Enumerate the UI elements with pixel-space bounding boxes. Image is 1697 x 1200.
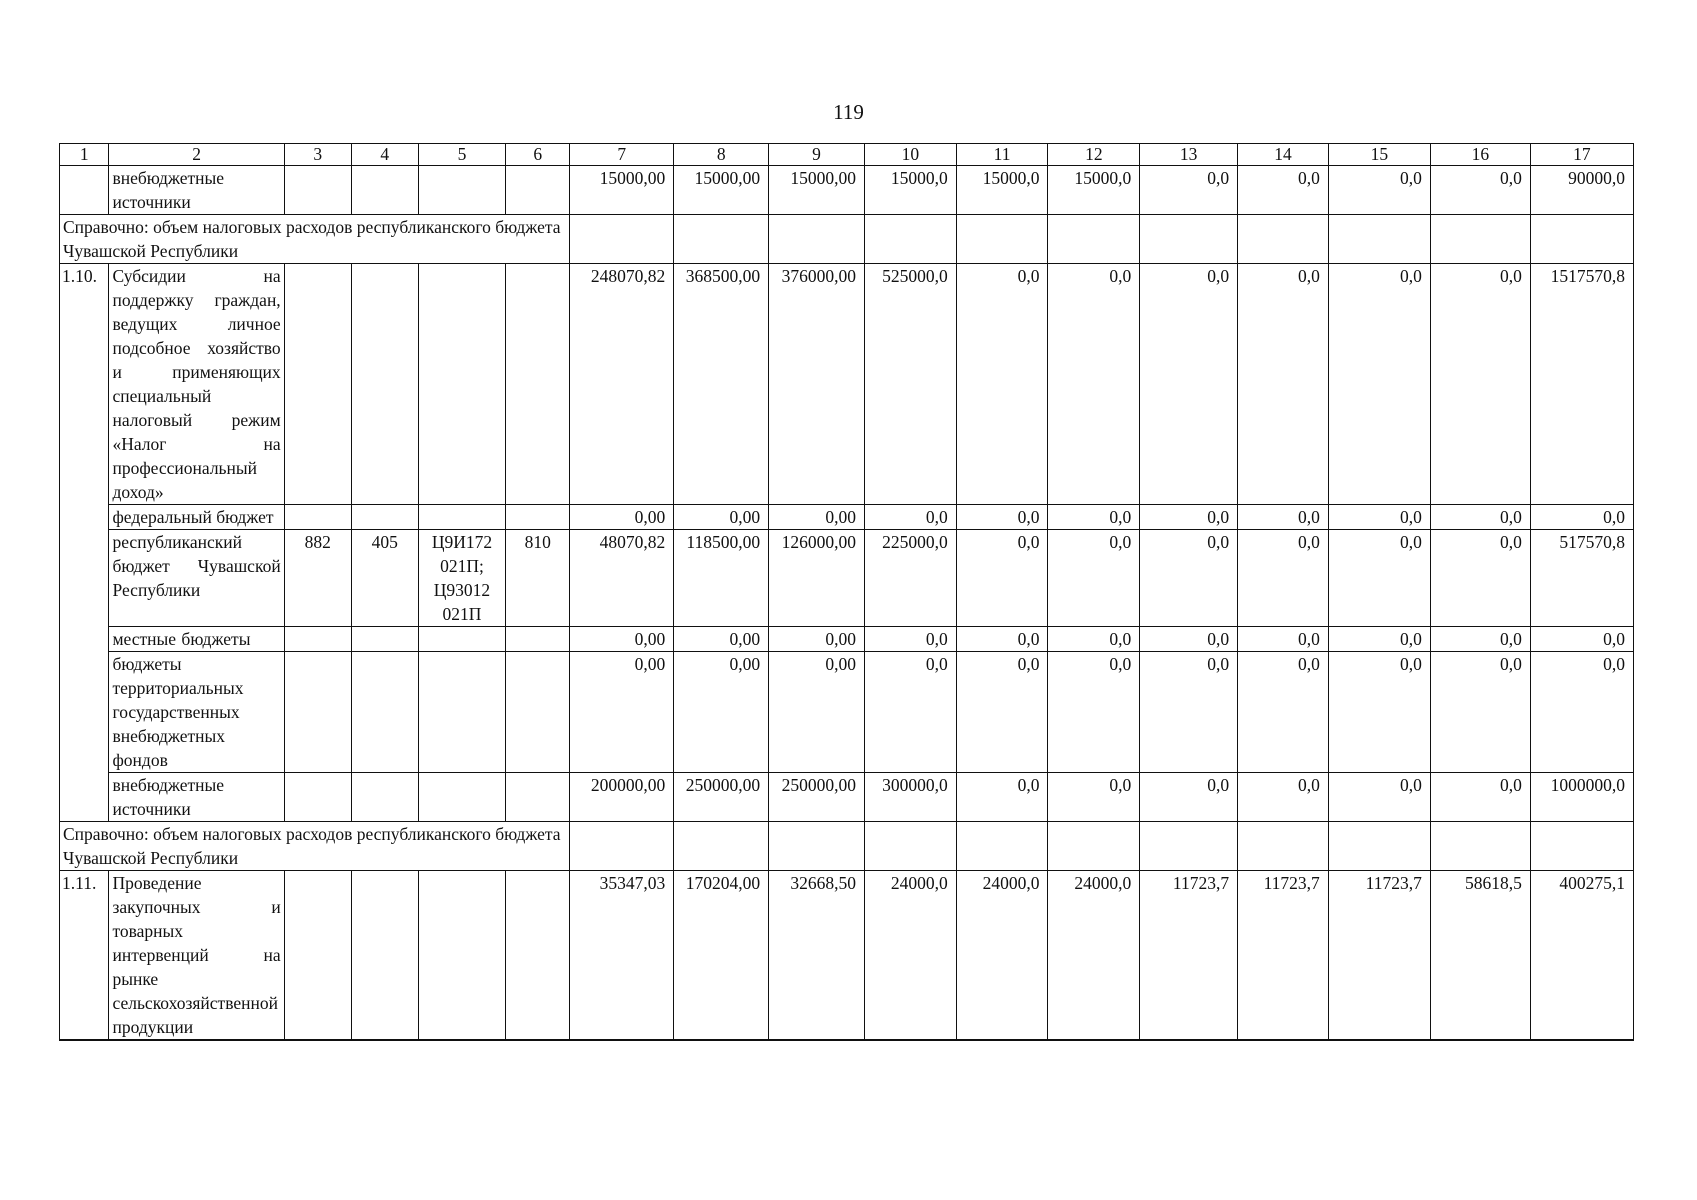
empty-cell <box>351 871 418 1041</box>
value-cell: 35347,03 <box>570 871 674 1041</box>
value-cell: 15000,00 <box>769 166 865 215</box>
empty-cell <box>1048 215 1140 264</box>
value-cell: 126000,00 <box>769 530 865 627</box>
value-cell: 0,0 <box>1328 530 1430 627</box>
value-cell: 0,00 <box>570 505 674 530</box>
empty-cell <box>418 871 506 1041</box>
empty-cell <box>418 505 506 530</box>
value-cell: 368500,00 <box>674 264 769 505</box>
value-cell: 525000,0 <box>864 264 956 505</box>
value-cell: 0,0 <box>1530 652 1633 773</box>
value-cell: 15000,00 <box>674 166 769 215</box>
col-header: 8 <box>674 144 769 166</box>
value-cell: 0,0 <box>1430 627 1530 652</box>
empty-cell <box>284 652 351 773</box>
value-cell: 0,00 <box>769 627 865 652</box>
col-header: 14 <box>1238 144 1329 166</box>
item-index: 1.10. <box>60 264 109 822</box>
col-header: 6 <box>506 144 570 166</box>
empty-cell <box>351 627 418 652</box>
page-number: 119 <box>833 100 864 124</box>
value-cell: 90000,0 <box>1530 166 1633 215</box>
table-row <box>60 652 1634 773</box>
empty-cell <box>1530 215 1633 264</box>
value-cell: 15000,0 <box>864 166 956 215</box>
value-cell: 250000,00 <box>674 773 769 822</box>
table-row <box>60 166 1634 215</box>
empty-cell <box>1430 215 1530 264</box>
value-cell: 200000,00 <box>570 773 674 822</box>
table-row <box>60 871 1634 1041</box>
value-cell: 24000,0 <box>864 871 956 1041</box>
value-cell: 376000,00 <box>769 264 865 505</box>
empty-cell <box>351 505 418 530</box>
value-cell: 0,0 <box>1140 505 1238 530</box>
empty-cell <box>570 215 674 264</box>
value-cell: 118500,00 <box>674 530 769 627</box>
empty-cell <box>1140 215 1238 264</box>
col-header: 4 <box>351 144 418 166</box>
empty-cell <box>506 773 570 822</box>
value-cell: 170204,00 <box>674 871 769 1041</box>
tax-expenditure-note: Справочно: объем налоговых расходов республиканского бюджета Чувашской Республики <box>60 822 570 871</box>
value-cell: 0,0 <box>1430 652 1530 773</box>
empty-cell <box>418 627 506 652</box>
value-cell: 0,00 <box>769 505 865 530</box>
col-header: 9 <box>769 144 865 166</box>
value-cell: 0,0 <box>1238 627 1329 652</box>
empty-cell <box>769 822 865 871</box>
col-header: 1 <box>60 144 109 166</box>
value-cell: 1517570,8 <box>1530 264 1633 505</box>
empty-cell <box>506 871 570 1041</box>
empty-cell <box>674 822 769 871</box>
table-row <box>60 530 1634 627</box>
value-cell: 0,0 <box>1048 530 1140 627</box>
empty-cell <box>418 773 506 822</box>
value-cell: 0,00 <box>674 505 769 530</box>
value-cell: 0,0 <box>1140 530 1238 627</box>
value-cell: 517570,8 <box>1530 530 1633 627</box>
col-header: 15 <box>1328 144 1430 166</box>
value-cell: 0,0 <box>1140 627 1238 652</box>
value-cell: 0,0 <box>1238 773 1329 822</box>
value-cell: 0,0 <box>1430 505 1530 530</box>
value-cell: 0,00 <box>769 652 865 773</box>
value-cell: 0,0 <box>1530 505 1633 530</box>
table-row <box>60 505 1634 530</box>
empty-cell <box>1238 215 1329 264</box>
value-cell: 0,0 <box>1238 264 1329 505</box>
value-cell: 15000,0 <box>1048 166 1140 215</box>
row-name: республиканский бюджет Чувашской Республики <box>109 530 284 627</box>
value-cell: 0,0 <box>1048 652 1140 773</box>
value-cell: 248070,82 <box>570 264 674 505</box>
value-cell: 24000,0 <box>1048 871 1140 1041</box>
empty-cell <box>864 215 956 264</box>
col-header: 16 <box>1430 144 1530 166</box>
value-cell: 0,0 <box>1048 627 1140 652</box>
ministry-code: 882 <box>284 530 351 627</box>
empty-cell <box>351 166 418 215</box>
value-cell: 0,0 <box>1328 505 1430 530</box>
value-cell: 0,0 <box>1238 505 1329 530</box>
item-name: Субсидии на поддержку граждан, ведущих личное подсобное хозяйство и применяющих специальный налоговый режим «Налог на профессиональный доход» <box>109 264 284 505</box>
empty-cell <box>351 652 418 773</box>
value-cell: 24000,0 <box>956 871 1048 1041</box>
value-cell: 225000,0 <box>864 530 956 627</box>
col-header: 5 <box>418 144 506 166</box>
empty-cell <box>1430 822 1530 871</box>
empty-cell <box>506 166 570 215</box>
value-cell: 15000,0 <box>956 166 1048 215</box>
value-cell: 0,0 <box>864 652 956 773</box>
value-cell: 0,0 <box>1238 652 1329 773</box>
table-row <box>60 773 1634 822</box>
empty-cell <box>284 627 351 652</box>
empty-cell <box>284 773 351 822</box>
col-header: 3 <box>284 144 351 166</box>
empty-cell <box>506 627 570 652</box>
value-cell: 15000,00 <box>570 166 674 215</box>
value-cell: 0,0 <box>956 652 1048 773</box>
empty-cell <box>769 215 865 264</box>
empty-cell <box>1048 822 1140 871</box>
empty-cell <box>60 166 109 215</box>
empty-cell <box>674 215 769 264</box>
value-cell: 0,00 <box>674 627 769 652</box>
value-cell: 0,0 <box>956 773 1048 822</box>
budget-table <box>59 143 1634 1041</box>
value-cell: 0,00 <box>674 652 769 773</box>
col-header: 17 <box>1530 144 1633 166</box>
empty-cell <box>506 652 570 773</box>
empty-cell <box>956 215 1048 264</box>
row-name: внебюджетные источники <box>109 773 284 822</box>
tax-expenditure-note: Справочно: объем налоговых расходов республиканского бюджета Чувашской Республики <box>60 215 570 264</box>
col-header: 11 <box>956 144 1048 166</box>
row-name: федеральный бюджет <box>109 505 284 530</box>
value-cell: 48070,82 <box>570 530 674 627</box>
note-row <box>60 215 1634 264</box>
value-cell: 0,0 <box>1430 264 1530 505</box>
empty-cell <box>284 166 351 215</box>
value-cell: 0,0 <box>1140 652 1238 773</box>
col-header: 10 <box>864 144 956 166</box>
col-header: 2 <box>109 144 284 166</box>
value-cell: 0,0 <box>1430 530 1530 627</box>
value-cell: 11723,7 <box>1328 871 1430 1041</box>
empty-cell <box>284 505 351 530</box>
value-cell: 250000,00 <box>769 773 865 822</box>
value-cell: 0,0 <box>1140 773 1238 822</box>
value-cell: 0,0 <box>956 505 1048 530</box>
empty-cell <box>418 652 506 773</box>
value-cell: 0,0 <box>1430 166 1530 215</box>
value-cell: 400275,1 <box>1530 871 1633 1041</box>
value-cell: 0,0 <box>1328 627 1430 652</box>
value-cell: 0,0 <box>864 505 956 530</box>
value-cell: 0,0 <box>1048 773 1140 822</box>
target-article-code: Ц9И172 021П; Ц93012 021П <box>418 530 506 627</box>
value-cell: 0,0 <box>1328 166 1430 215</box>
item-index: 1.11. <box>60 871 109 1041</box>
table-row <box>60 264 1634 505</box>
value-cell: 0,0 <box>1140 166 1238 215</box>
empty-cell <box>1238 822 1329 871</box>
value-cell: 0,0 <box>1328 652 1430 773</box>
value-cell: 0,00 <box>570 627 674 652</box>
empty-cell <box>418 166 506 215</box>
col-header: 13 <box>1140 144 1238 166</box>
value-cell: 0,0 <box>1238 166 1329 215</box>
col-header: 7 <box>570 144 674 166</box>
row-name: внебюджетные источники <box>109 166 284 215</box>
empty-cell <box>284 264 351 505</box>
empty-cell <box>1328 822 1430 871</box>
value-cell: 0,0 <box>1048 264 1140 505</box>
empty-cell <box>506 264 570 505</box>
header-row <box>60 144 1634 166</box>
value-cell: 0,0 <box>956 530 1048 627</box>
value-cell: 0,0 <box>1430 773 1530 822</box>
section-code: 405 <box>351 530 418 627</box>
value-cell: 11723,7 <box>1140 871 1238 1041</box>
value-cell: 0,0 <box>1238 530 1329 627</box>
value-cell: 1000000,0 <box>1530 773 1633 822</box>
row-name: местные бюджеты <box>109 627 284 652</box>
empty-cell <box>351 773 418 822</box>
empty-cell <box>351 264 418 505</box>
expense-type-code: 810 <box>506 530 570 627</box>
note-row <box>60 822 1634 871</box>
empty-cell <box>956 822 1048 871</box>
empty-cell <box>1140 822 1238 871</box>
empty-cell <box>418 264 506 505</box>
table-row <box>60 627 1634 652</box>
empty-cell <box>1530 822 1633 871</box>
empty-cell <box>284 871 351 1041</box>
value-cell: 0,0 <box>864 627 956 652</box>
value-cell: 0,0 <box>1328 264 1430 505</box>
value-cell: 32668,50 <box>769 871 865 1041</box>
empty-cell <box>570 822 674 871</box>
value-cell: 58618,5 <box>1430 871 1530 1041</box>
value-cell: 0,0 <box>1140 264 1238 505</box>
value-cell: 0,0 <box>956 627 1048 652</box>
value-cell: 0,00 <box>570 652 674 773</box>
row-name: бюджеты территориальных государственных внебюджетных фондов <box>109 652 284 773</box>
value-cell: 0,0 <box>956 264 1048 505</box>
value-cell: 11723,7 <box>1238 871 1329 1041</box>
empty-cell <box>1328 215 1430 264</box>
empty-cell <box>506 505 570 530</box>
value-cell: 0,0 <box>1530 627 1633 652</box>
empty-cell <box>864 822 956 871</box>
value-cell: 0,0 <box>1328 773 1430 822</box>
value-cell: 300000,0 <box>864 773 956 822</box>
item-name: Проведение закупочных и товарных интервенций на рынке сельскохозяйственной продукции <box>109 871 284 1041</box>
col-header: 12 <box>1048 144 1140 166</box>
value-cell: 0,0 <box>1048 505 1140 530</box>
